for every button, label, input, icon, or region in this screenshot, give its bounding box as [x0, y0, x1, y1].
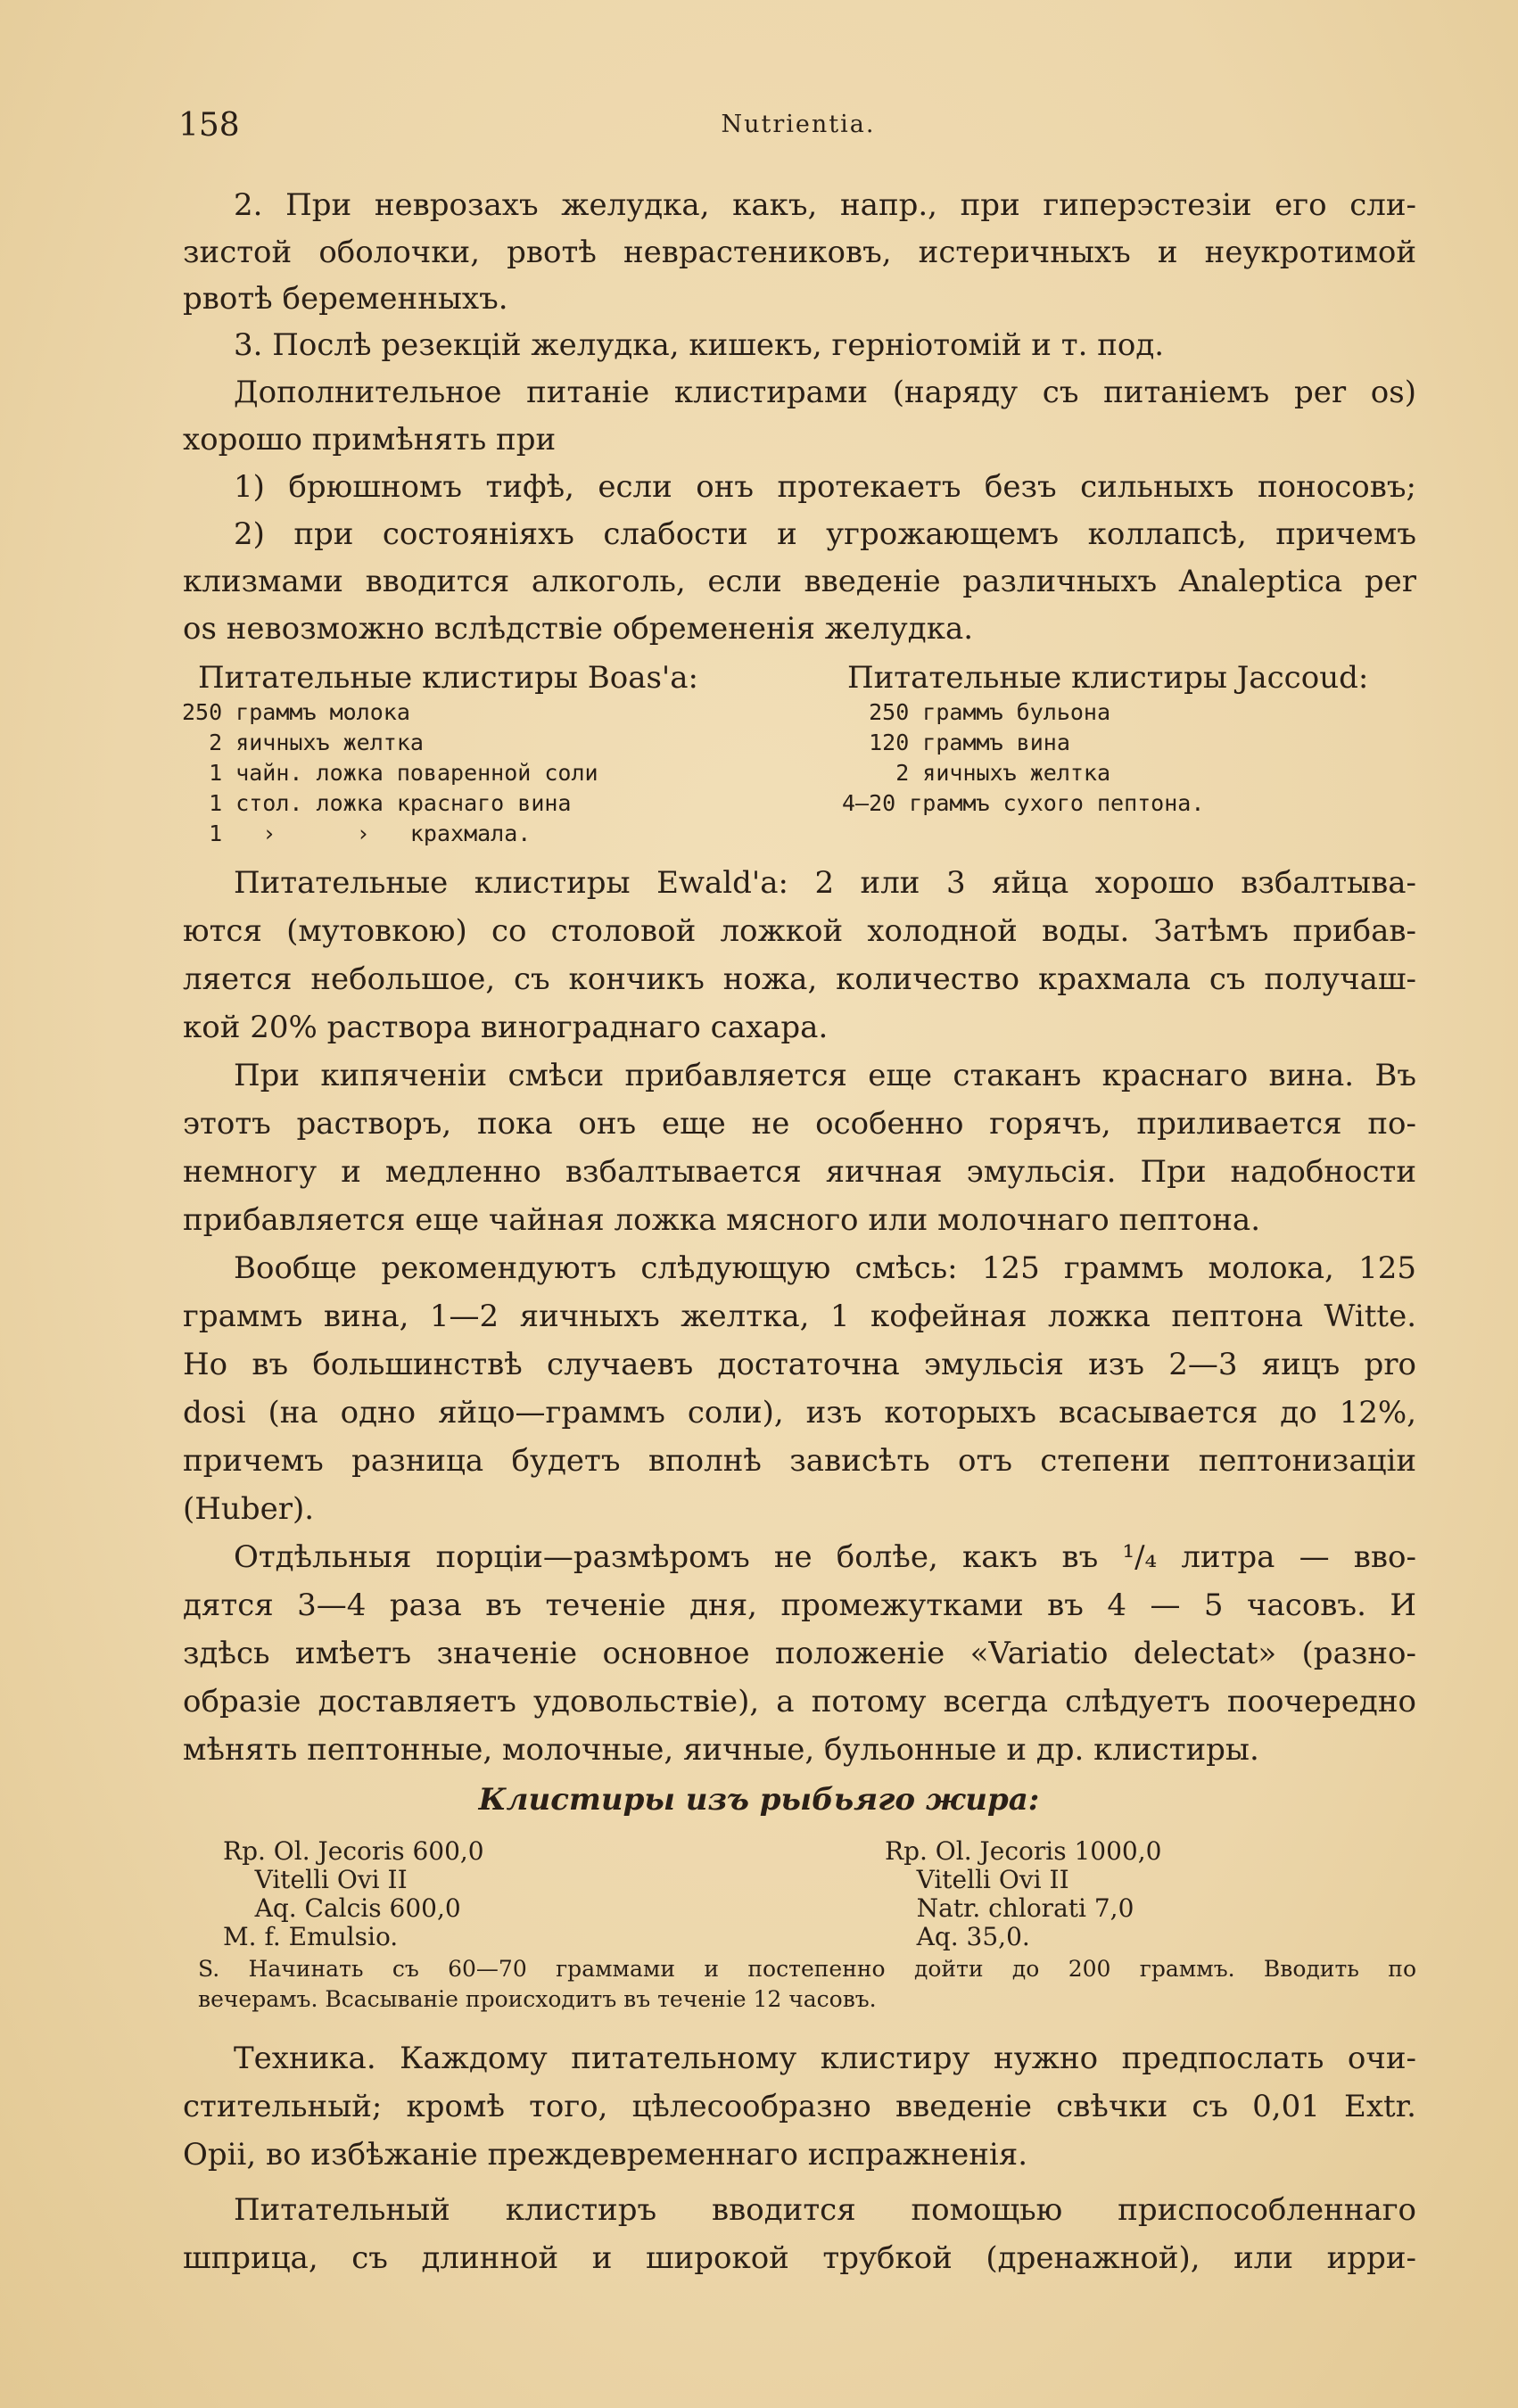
paragraph-line: кой 20% раствора винограднаго сахара.: [183, 1010, 829, 1045]
paragraph-line: клизмами вводится алкоголь, если введеніе различныхъ Analeptica per: [183, 564, 1416, 599]
paragraph-line: этотъ растворъ, пока онъ еще не особенно горячъ, приливается по-: [183, 1106, 1416, 1142]
prescription-line: Aq. 35,0.: [885, 1922, 1030, 1951]
paragraph-line: Отдѣльныя порціи—размѣромъ не болѣе, какъ въ ¹/₄ литра — вво-: [234, 1539, 1416, 1575]
boas-recipe-line: 1 чайн. ложка поваренной соли: [182, 760, 598, 786]
paragraph-line: Питательные клистиры Ewald'а: 2 или 3 яйца хорошо взбалтыва-: [234, 865, 1416, 901]
prescription-line: M. f. Emulsio.: [223, 1922, 399, 1951]
running-title: Nutrientia.: [721, 111, 876, 138]
paragraph-line: стительный; кромѣ того, цѣлесообразно введеніе свѣчки съ 0,01 Extr.: [183, 2089, 1416, 2124]
paragraph-line: ляется небольшое, съ кончикъ ножа, количество крахмала съ получаш-: [183, 961, 1416, 997]
paragraph-line: dosi (на одно яйцо—граммъ соли), изъ которыхъ всасывается до 12%,: [183, 1395, 1416, 1431]
paragraph-line: Дополнительное питаніе клистирами (наряду съ питаніемъ per os): [234, 375, 1416, 410]
prescription-line: Vitelli Ovi II: [885, 1865, 1069, 1894]
signa-line: вечерамъ. Всасываніе происходитъ въ теченіе 12 часовъ.: [198, 1986, 877, 2012]
paragraph-line: 2. При неврозахъ желудка, какъ, напр., при гиперэстезіи его сли-: [234, 187, 1416, 223]
fish-oil-heading: Клистиры изъ рыбьяго жира:: [478, 1782, 1040, 1818]
boas-recipe-line: 2 яичныхъ желтка: [182, 730, 424, 755]
paragraph-line: Питательный клистиръ вводится помощью приспособленнаго: [234, 2192, 1416, 2228]
boas-recipe-title: Питательные клистиры Boas'а:: [198, 660, 698, 696]
paragraph-line: мѣнять пептонные, молочные, яичные, бульонные и др. клистиры.: [183, 1732, 1259, 1768]
page-number: 158: [178, 107, 240, 144]
paragraph-line: Opii, во избѣжаніе преждевременнаго испражненія.: [183, 2137, 1028, 2173]
boas-recipe-line: 1 › › крахмала.: [182, 821, 532, 846]
paragraph-line: 2) при состояніяхъ слабости и угрожающемъ коллапсѣ, причемъ: [234, 516, 1416, 552]
paragraph-line: дятся 3—4 раза въ теченіе дня, промежутками въ 4 — 5 часовъ. И: [183, 1587, 1416, 1623]
prescription-line: Vitelli Ovi II: [223, 1865, 408, 1894]
jaccoud-recipe-line: 250 граммъ бульона: [842, 699, 1111, 725]
paragraph-line: немногу и медленно взбалтывается яичная эмульсія. При надобности: [183, 1154, 1416, 1190]
paragraph-line: образіе доставляетъ удовольствіе), а потому всегда слѣдуетъ поочередно: [183, 1684, 1416, 1719]
paragraph-line: os невозможно вслѣдствіе обремененія желудка.: [183, 611, 974, 647]
paragraph-line: здѣсь имѣетъ значеніе основное положеніе «Variatio delectat» (разно-: [183, 1636, 1416, 1671]
jaccoud-recipe-line: 2 яичныхъ желтка: [842, 760, 1111, 786]
paragraph-line: (Huber).: [183, 1491, 315, 1527]
page-header: [178, 107, 1418, 152]
paragraph-line: Но въ большинствѣ случаевъ достаточна эмульсія изъ 2—3 яицъ pro: [183, 1347, 1416, 1382]
paragraph-line: ются (мутовкою) со столовой ложкой холодной воды. Затѣмъ прибав-: [183, 913, 1416, 949]
paragraph-line: При кипяченіи смѣси прибавляется еще стаканъ краснаго вина. Въ: [234, 1058, 1416, 1093]
paragraph-line: Вообще рекомендуютъ слѣдующую смѣсь: 125 граммъ молока, 125: [234, 1250, 1416, 1286]
paragraph-line: граммъ вина, 1—2 яичныхъ желтка, 1 кофейная ложка пептона Witte.: [183, 1299, 1416, 1334]
boas-recipe-line: 250 граммъ молока: [182, 699, 410, 725]
paragraph-line: причемъ разница будетъ вполнѣ зависѣть отъ степени пептонизаціи: [183, 1443, 1416, 1479]
signa-line: S. Начинать съ 60—70 граммами и постепенно дойти до 200 граммъ. Вводить по: [198, 1956, 1416, 1982]
jaccoud-recipe-title: Питательные клистиры Jaccoud:: [847, 660, 1369, 696]
paragraph-line: 1) брюшномъ тифѣ, если онъ протекаетъ безъ сильныхъ поносовъ;: [234, 469, 1416, 505]
paragraph-line: шприца, съ длинной и широкой трубкой (дренажной), или ирри-: [183, 2240, 1416, 2276]
paragraph-line: Техника. Каждому питательному клистиру нужно предпослать очи-: [234, 2041, 1416, 2076]
paragraph-line: хорошо примѣнять при: [183, 422, 557, 458]
paragraph-line: прибавляется еще чайная ложка мясного или молочнаго пептона.: [183, 1202, 1261, 1238]
boas-recipe-line: 1 стол. ложка краснаго вина: [182, 790, 572, 816]
jaccoud-recipe-line: 120 граммъ вина: [842, 730, 1070, 755]
jaccoud-recipe-line: 4—20 граммъ сухого пептона.: [842, 790, 1205, 816]
prescription-line: Aq. Calcis 600,0: [223, 1893, 461, 1923]
prescription-line: Rp. Ol. Jecoris 1000,0: [885, 1836, 1162, 1866]
paragraph-line: зистой оболочки, рвотѣ неврастениковъ, истеричныхъ и неукротимой: [183, 235, 1416, 270]
prescription-line: Natr. chlorati 7,0: [885, 1893, 1134, 1923]
paragraph-line: рвотѣ беременныхъ.: [183, 281, 508, 317]
prescription-line: Rp. Ol. Jecoris 600,0: [223, 1836, 484, 1866]
paragraph-line: 3. Послѣ резекцій желудка, кишекъ, герніотомій и т. под.: [234, 327, 1165, 363]
